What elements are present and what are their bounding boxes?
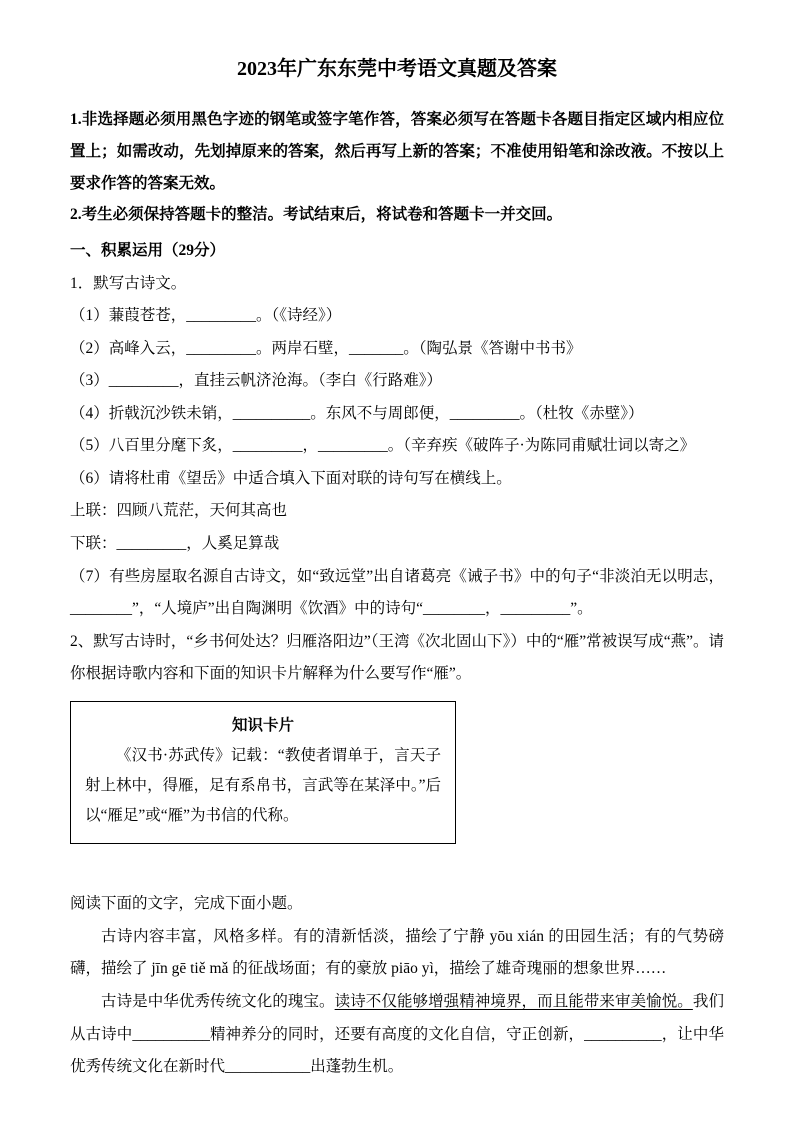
document-title: 2023年广东东莞中考语文真题及答案	[237, 58, 557, 80]
question-1-item-1: （1）蒹葭苍苍，_________。（《诗经》）	[70, 307, 342, 325]
question-1-item-7: （7）有些房屋取名源自古诗文，如“致远堂”出自诸葛亮《诫子书》中的句子“非淡泊无以明志，________”，“人境庐”出自陶渊明《饮酒》中的诗句“________，_________”。	[70, 567, 724, 618]
section-1-heading: 一、积累运用（29分）	[70, 242, 226, 260]
question-1-item-4: （4）折戟沉沙铁未销，__________。东风不与周郎便，_________。（杜牧《赤壁》）	[70, 404, 644, 422]
couplet-upper-line: 上联：四顾八荒茫，天何其高也	[70, 502, 288, 520]
question-1-item-5: （5）八百里分麾下炙，_________，_________。（辛弃疾《破阵子·为陈同甫赋壮词以寄之》	[70, 437, 696, 455]
paragraph-2-tail: 我们从古诗中__________精神养分的同时，还要有高度的文化自信，守正创新，__________，让中华优秀传统文化在新时代___________出蓬勃生机。	[70, 993, 724, 1076]
reading-passage-intro: 阅读下面的文字，完成下面小题。	[70, 895, 303, 913]
knowledge-card	[70, 701, 456, 845]
question-1-stem: 1．默写古诗文。	[70, 274, 187, 292]
exam-notice-1: 1.非选择题必须用黑色字迹的钢笔或签字笔作答，答案必须写在答题卡各题目指定区域内相应位置上；如需改动，先划掉原来的答案，然后再写上新的答案；不准使用铅笔和涂改液。不按以上要求作答的答案无效。	[70, 111, 724, 192]
couplet-lower-line: 下联：_________，人奚足算哉	[70, 534, 280, 552]
reading-paragraph-1: 古诗内容丰富，风格多样。有的清新恬淡，描绘了宁静 yōu xián 的田园生活；有的气势磅礴，描绘了 jīn gē tiě mǎ 的征战场面；有的豪放 piāo yì，描绘了雄奇瑰丽的想象世界……	[70, 927, 724, 978]
paragraph-2-lead: 古诗是中华优秀传统文化的瑰宝。	[101, 993, 335, 1011]
question-1-item-2: （2）高峰入云，_________。两岸石壁，_______。（陶弘景《答谢中书书》	[70, 339, 582, 357]
knowledge-card-title: 知识卡片	[231, 716, 294, 734]
paragraph-2-underlined-sentence: 读诗不仅能够增强精神境界，而且能带来审美愉悦。	[334, 993, 693, 1011]
reading-paragraph-2	[70, 986, 724, 1084]
question-1-item-6: （6）请将杜甫《望岳》中适合填入下面对联的诗句写在横线上。	[70, 469, 512, 487]
knowledge-card-body: 《汉书·苏武传》记载：“教使者谓单于，言天子射上林中，得雁，足有系帛书，言武等在某泽中。”后以“雁足”或“雁”为书信的代称。	[85, 746, 441, 825]
question-1-item-3: （3）_________，直挂云帆济沧海。（李白《行路难》）	[70, 372, 443, 390]
question-2-stem: 2、默写古诗时，“乡书何处达？归雁洛阳边”（王湾《次北固山下》）中的“雁”常被误写成“燕”。请你根据诗歌内容和下面的知识卡片解释为什么要写作“雁”。	[70, 632, 724, 683]
exam-notice-2: 2.考生必须保持答题卡的整洁。考试结束后，将试卷和答题卡一并交回。	[70, 206, 563, 224]
